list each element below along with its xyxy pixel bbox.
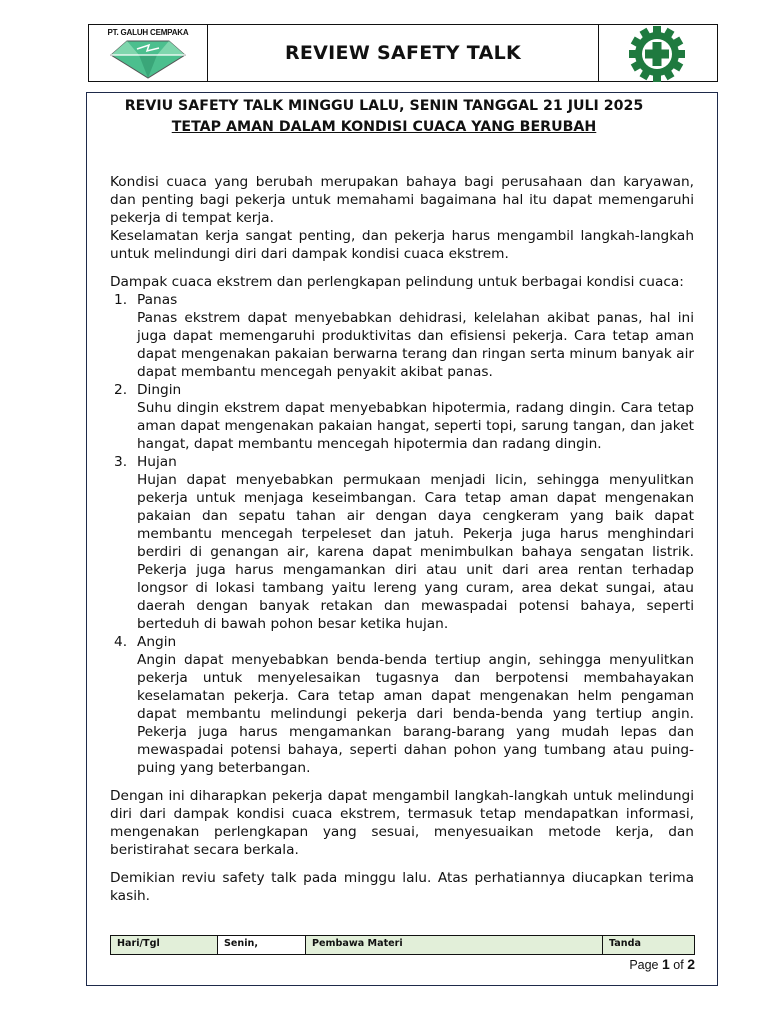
company-logo-cell <box>89 25 208 81</box>
document-body <box>110 173 694 905</box>
page-number <box>629 956 695 972</box>
closing-paragraph-2: Demikian reviu safety talk pada minggu lalu. Atas perhatiannya diucapkan terima kasih. <box>110 870 694 904</box>
company-diamond-logo-icon <box>109 39 187 79</box>
list-intro: Dampak cuaca ekstrem dan perlengkapan pelindung untuk berbagai kondisi cuaca: <box>110 274 684 290</box>
safety-gear-cross-icon <box>627 26 687 82</box>
list-item-title: Hujan <box>137 454 177 470</box>
list-item-description: Hujan dapat menyebabkan permukaan menjadi licin, sehingga menyulitkan pekerja untuk menjaga keseimbangan. Cara tetap aman dapat mengenakan pakaian dan sepatu tahan air dengan daya cengkeram yang baik dapat membantu mencegah terpeleset dan jatuh. Pekerja juga harus menghindari berdiri di genangan air, karena dapat menimbulkan bahaya sengatan listrik. Pekerja juga harus mengamankan diri atau unit dari area rentan terhadap longsor di lokasi tambang yaitu lereng yang curam, area dekat sungai, atau daerah dengan banyak retakan dan mewaspadai potensi bahaya, seperti berteduh di bawah pohon besar ketika hujan. <box>137 472 694 632</box>
intro-paragraph-1: Kondisi cuaca yang berubah merupakan bahaya bagi perusahaan dan karyawan, dan penting bagi pekerja untuk memahami bagaimana hal itu dapat memengaruhi pekerja di tempat kerja. <box>110 174 694 226</box>
safety-cross-cell <box>598 25 717 81</box>
list-item-description: Panas ekstrem dapat menyebabkan dehidrasi, kelelahan akibat panas, hal ini juga dapat memengaruhi produktivitas dan efisiensi pekerja. Cara tetap aman dapat mengenakan pakaian berwarna terang dan ringan serta minum banyak air dapat membantu mencegah penyakit akibat panas. <box>137 310 694 380</box>
list-item <box>110 291 694 381</box>
document-subtitle: TETAP AMAN DALAM KONDISI CUACA YANG BERUBAH <box>171 119 597 135</box>
list-item-title: Angin <box>137 634 177 650</box>
weather-list <box>110 291 694 777</box>
list-item-number: 2. <box>114 382 128 398</box>
list-item <box>110 381 694 453</box>
page-total: 2 <box>687 956 695 972</box>
date-label: Hari/Tgl <box>111 936 218 954</box>
list-item-description: Angin dapat menyebabkan benda-benda tertiup angin, sehingga menyulitkan pekerja untuk menyelesaikan tugasnya dan berpotensi membahayakan keselamatan pekerja. Cara tetap aman dapat mengenakan helm pengaman dapat membantu melindungi pekerja dari benda-benda yang tertiup angin. Pekerja juga harus mengamankan barang-barang yang mudah lepas dan mewaspadai potensi bahaya, seperti dahan pohon yang tumbang atau puing-puing yang beterbangan. <box>137 652 694 776</box>
list-item-number: 4. <box>114 634 128 650</box>
list-item-number: 3. <box>114 454 128 470</box>
signature-table <box>110 935 695 955</box>
company-name: PT. GALUH CEMPAKA <box>107 28 189 37</box>
date-value: Senin, <box>218 936 306 954</box>
presenter-label: Pembawa Materi <box>306 936 603 954</box>
document-header <box>88 24 718 82</box>
list-item <box>110 633 694 777</box>
page-current: 1 <box>662 956 670 972</box>
list-item-title: Panas <box>137 292 178 308</box>
list-item-description: Suhu dingin ekstrem dapat menyebabkan hipotermia, radang dingin. Cara tetap aman dapat mengenakan pakaian hangat, seperti topi, sarung tangan, dan jaket hangat, dapat membantu mencegah hipotermia dan radang dingin. <box>137 400 694 452</box>
page-word: Page <box>629 958 659 972</box>
list-item-number: 1. <box>114 292 128 308</box>
intro-paragraph-2: Keselamatan kerja sangat penting, dan pekerja harus mengambil langkah-langkah untuk melindungi diri dari dampak kondisi cuaca ekstrem. <box>110 228 694 262</box>
list-item <box>110 453 694 633</box>
document-title: REVIU SAFETY TALK MINGGU LALU, SENIN TANGGAL 21 JULI 2025 <box>124 98 644 114</box>
page-of: of <box>673 958 684 972</box>
signature-label: Tanda <box>609 938 641 949</box>
list-item-title: Dingin <box>137 382 182 398</box>
closing-paragraph-1: Dengan ini diharapkan pekerja dapat mengambil langkah-langkah untuk melindungi diri dari dampak kondisi cuaca ekstrem, termasuk tetap mendapatkan informasi, mengenakan perlengkapan yang sesuai, menyesuaikan metode kerja, dan beristirahat secara berkala. <box>110 788 694 858</box>
header-title: REVIEW SAFETY TALK <box>284 42 522 64</box>
